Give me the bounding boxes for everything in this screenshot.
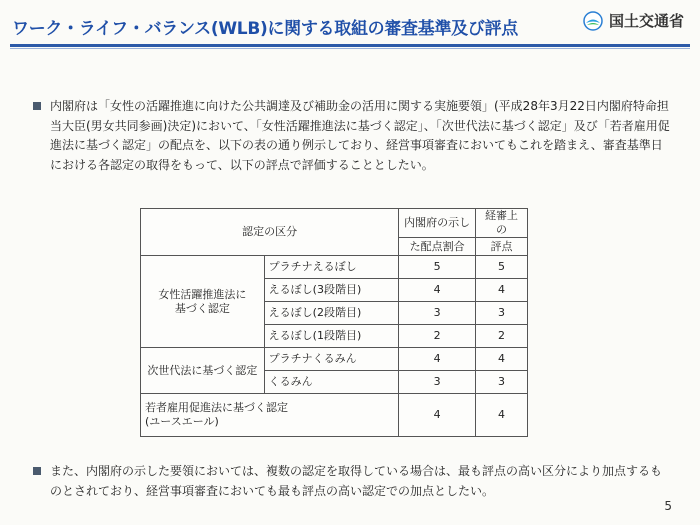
header-cabinet-line2: た配点割合: [399, 238, 476, 256]
paragraph-intro: [50, 97, 670, 175]
cabinet-value: 3: [399, 371, 476, 394]
cabinet-value: 3: [399, 302, 476, 325]
group-next-generation: 次世代法に基づく認定: [141, 348, 265, 394]
paragraph-note-text: また、内閣府の示した要領においては、複数の認定を取得している場合は、最も評点の高い区分により加点するものとされており、経営事項審査においても最も評点の高い認定での加点としたい。: [50, 464, 663, 498]
title-divider-thin: [10, 48, 690, 49]
header-score-line2: 評点: [476, 238, 528, 256]
cabinet-value: 4: [399, 394, 476, 437]
cabinet-value: 5: [399, 256, 476, 279]
group-women-name-2: 基づく認定: [174, 301, 230, 315]
row-label: えるぼし(3段階目): [264, 279, 399, 302]
table-row: [141, 394, 528, 437]
group-youth-name-1: 若者雇用促進法に基づく認定: [145, 401, 288, 414]
header-score-line1: 経審上の: [476, 209, 528, 238]
page-number: 5: [664, 499, 672, 513]
score-value: 3: [476, 302, 528, 325]
score-value: 3: [476, 371, 528, 394]
bullet-icon: [33, 467, 41, 475]
row-label: くるみん: [264, 371, 399, 394]
cabinet-value: 2: [399, 325, 476, 348]
score-value: 5: [476, 256, 528, 279]
header-cabinet-line1: 内閣府の示し: [399, 209, 476, 238]
paragraph-intro-text: 内閣府は「女性の活躍推進に向けた公共調達及び補助金の活用に関する実施要領」(平成28年3月22日内閣府特命担当大臣(男女共同参画)決定)において、「女性活躍推進法に基づく認定」、「次世代法に基づく認定」及び「若者雇用促進法に基づく認定」の配点を、以下の表の通り例示しており、経営事項審査においてもこれを踏まえ、審査基準日における各認定の取得をもって、以下の評点で評価することとしたい。: [50, 99, 670, 172]
logo: [583, 10, 684, 31]
group-women-name-1: 女性活躍推進法に: [158, 287, 247, 301]
certification-score-table: [140, 208, 528, 437]
group-youth-name-2: (ユースエール): [145, 415, 219, 428]
logo-text: 国土交通省: [608, 12, 684, 30]
row-label: プラチナくるみん: [264, 348, 399, 371]
slide-title: ワーク・ライフ・バランス(WLB)に関する取組の審査基準及び評点: [12, 19, 518, 39]
mlit-logo-icon: [583, 11, 603, 31]
group-youth-employment: [141, 394, 399, 437]
score-value: 2: [476, 325, 528, 348]
title-divider: [10, 44, 690, 47]
header-category: 認定の区分: [141, 209, 399, 256]
score-value: 4: [476, 348, 528, 371]
table-header-row: [141, 209, 528, 238]
score-value: 4: [476, 279, 528, 302]
cabinet-value: 4: [399, 279, 476, 302]
table-row: [141, 256, 528, 279]
score-value: 4: [476, 394, 528, 437]
paragraph-note: [50, 462, 670, 501]
row-label: えるぼし(1段階目): [264, 325, 399, 348]
group-women-activity: [141, 256, 265, 348]
row-label: えるぼし(2段階目): [264, 302, 399, 325]
row-label: プラチナえるぼし: [264, 256, 399, 279]
cabinet-value: 4: [399, 348, 476, 371]
bullet-icon: [33, 102, 41, 110]
table-row: [141, 348, 528, 371]
